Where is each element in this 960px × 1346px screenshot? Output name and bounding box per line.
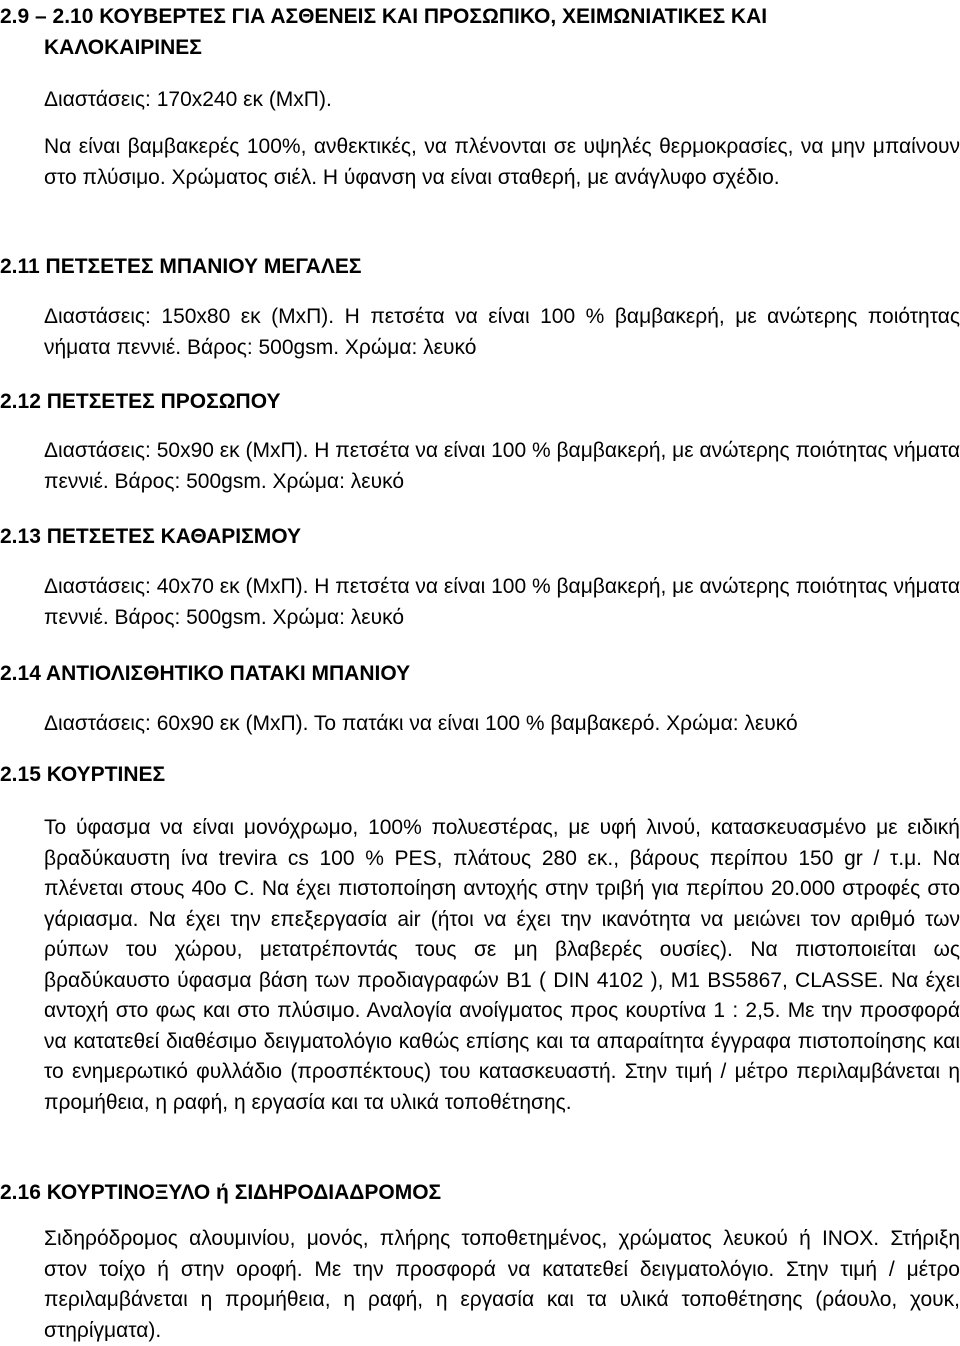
section-heading-2-9-line1: 2.9 – 2.10 ΚΟΥΒΕΡΤΕΣ ΓΙΑ ΑΣΘΕΝΕΙΣ ΚΑΙ ΠΡΟΣΩΠΙΚΟ, ΧΕΙΜΩΝΙΑΤΙΚΕΣ ΚΑΙ	[0, 5, 768, 28]
section-2-12-body: Διαστάσεις: 50x90 εκ (ΜxΠ). Η πετσέτα να είναι 100 % βαμβακερή, με ανώτερης ποιότητας νήματα πεννιέ. Βάρος: 500gsm. Χρώμα: λευκό	[44, 439, 960, 493]
section-heading-2-9-line2: ΚΑΛΟΚΑΙΡΙΝΕΣ	[44, 36, 202, 59]
section-heading-2-11: 2.11 ΠΕΤΣΕΤΕΣ ΜΠΑΝΙΟΥ ΜΕΓΑΛΕΣ	[0, 255, 362, 278]
section-2-15-body: Το ύφασμα να είναι μονόχρωμο, 100% πολυεστέρας, με υφή λινού, κατασκευασμένο με ειδική βραδύκαυστη ίνα trevira cs 100 % PES, πλάτους 280 εκ., βάρους περίπου 150 gr / τ.μ. Να πλένεται στους 40ο C. Να έχει πιστοποίηση αντοχής στην τριβή για περίπου 20.000 στροφές στο γάριασμα. Να έχει την επεξεργασία air (ήτοι να έχει την ικανότητα να μειώνει τον αριθμό των ρύπων του χώρου, μετατρέποντάς τους σε μη βλαβερές ουσίες). Να πιστοποιείται ως βραδύκαυστο ύφασμα βάση των προδιαγραφών B1 ( DIN 4102 ), M1 BS5867, CLASSE. Να έχει αντοχή στο φως και στο πλύσιμο. Αναλογία ανοίγματος προς κουρτίνα 1 : 2,5. Με την προσφορά να κατατεθεί διαθέσιμο δειγματολόγιο καθώς επίσης και τα απαραίτητα έγγραφα πιστοποίησης και το ενημερωτικό φυλλάδιο (προσπέκτους) του κατασκευαστή. Στην τιμή / μέτρο περιλαμβάνεται η προμήθεια, η ραφή, η εργασία και τα υλικά τοποθέτησης.	[44, 816, 960, 1114]
section-heading-2-14: 2.14 ΑΝΤΙΟΛΙΣΘΗΤΙΚΟ ΠΑΤΑΚΙ ΜΠΑΝΙΟΥ	[0, 662, 411, 685]
section-2-9-description: Να είναι βαμβακερές 100%, ανθεκτικές, να πλένονται σε υψηλές θερμοκρασίες, να μην μπαίνουν στο πλύσιμο. Χρώματος σιέλ. Η ύφανση να είναι σταθερή, με ανάγλυφο σχέδιο.	[44, 135, 960, 189]
section-heading-2-13: 2.13 ΠΕΤΣΕΤΕΣ ΚΑΘΑΡΙΣΜΟΥ	[0, 525, 301, 548]
section-2-14-body: Διαστάσεις: 60x90 εκ (ΜxΠ). Το πατάκι να είναι 100 % βαμβακερό. Χρώμα: λευκό	[44, 712, 798, 735]
section-2-9-dimensions: Διαστάσεις: 170x240 εκ (ΜxΠ).	[44, 88, 332, 111]
section-2-16-body: Σιδηρόδρομος αλουμινίου, μονός, πλήρης τοποθετημένος, χρώματος λευκού ή INOX. Στήριξη στον τοίχο ή στην οροφή. Με την προσφορά να κατατεθεί δειγματολόγιο. Στην τιμή / μέτρο περιλαμβάνεται η προμήθεια, η ραφή, η εργασία και τα υλικά τοποθέτησης (ράουλο, χουκ, στηρίγματα).	[44, 1227, 960, 1342]
section-heading-2-16: 2.16 ΚΟΥΡΤΙΝΟΞΥΛΟ ή ΣΙΔΗΡΟΔΙΑΔΡΟΜΟΣ	[0, 1181, 442, 1204]
section-2-13-body: Διαστάσεις: 40x70 εκ (ΜxΠ). Η πετσέτα να είναι 100 % βαμβακερή, με ανώτερης ποιότητας νήματα πεννιέ. Βάρος: 500gsm. Χρώμα: λευκό	[44, 575, 960, 629]
section-2-11-body: Διαστάσεις: 150x80 εκ (ΜxΠ). Η πετσέτα να είναι 100 % βαμβακερή, με ανώτερης ποιότητας νήματα πεννιέ. Βάρος: 500gsm. Χρώμα: λευκό	[44, 305, 960, 359]
section-heading-2-15: 2.15 ΚΟΥΡΤΙΝΕΣ	[0, 763, 166, 786]
section-heading-2-12: 2.12 ΠΕΤΣΕΤΕΣ ΠΡΟΣΩΠΟΥ	[0, 390, 281, 413]
